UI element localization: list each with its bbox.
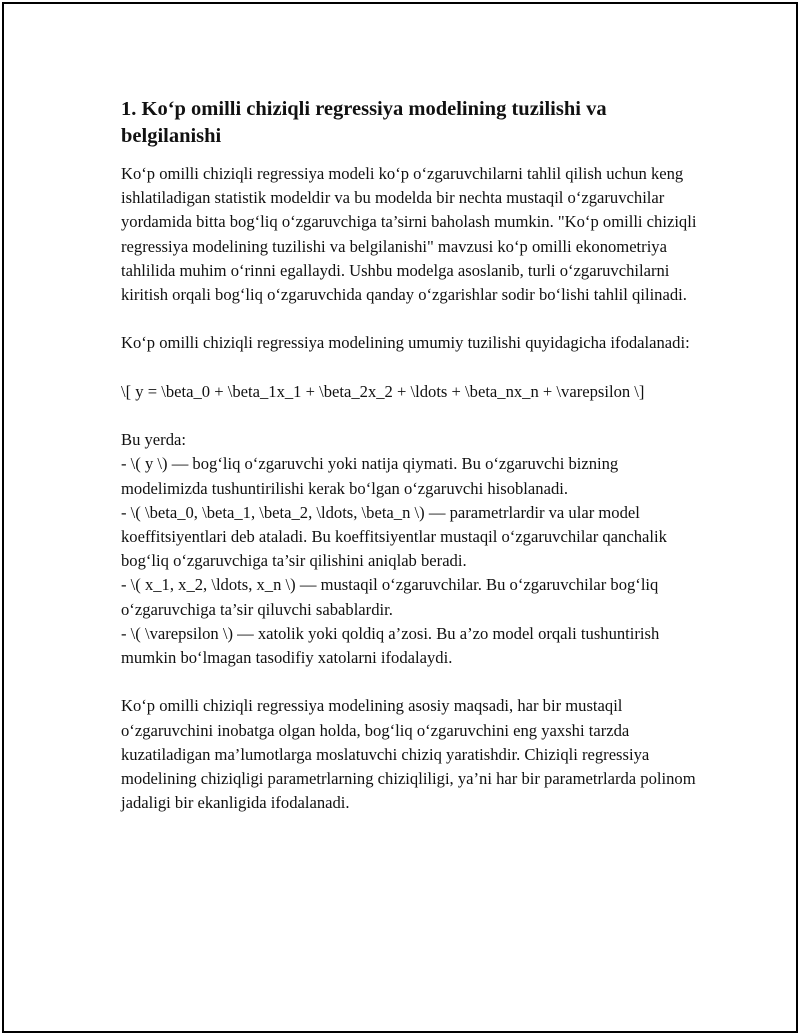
definitions-intro: Bu yerda: (121, 430, 186, 450)
structure-paragraph: Ko‘p omilli chiziqli regressiya modelining umumiy tuzilishi quyidagicha ifodalanadi: (121, 333, 690, 353)
section-heading: 1. Ko‘p omilli chiziqli regressiya modelining tuzilishi va belgilanishi (121, 98, 607, 147)
page (2, 2, 798, 1033)
conclusion-paragraph: Ko‘p omilli chiziqli regressiya modelining asosiy maqsadi, har bir mustaqil o‘zgaruvchini inobatga olgan holda, bog‘liq o‘zgaruvchini eng yaxshi tarzda kuzatiladigan ma’lumotlarga moslatuvchi chiziq yaratishdir. Chiziqli regressiya modelining chiziqligi parametrlarning chiziqliligi, ya’ni har bir parametrlarda polinom jadaligi bir ekanligida ifodalanadi. (121, 696, 696, 813)
paragraph-gap (121, 404, 701, 428)
definitions-block (121, 428, 701, 670)
paragraph-gap (121, 307, 701, 331)
paragraph-gap (121, 670, 701, 694)
definition-item-y: - \( y \) — bog‘liq o‘zgaruvchi yoki natija qiymati. Bu o‘zgaruvchi bizning modelimizda tushuntirilishi kerak bo‘lgan o‘zgaruvchi hisoblanadi. (121, 454, 619, 498)
definition-item-x: - \( x_1, x_2, \ldots, x_n \) — mustaqil o‘zgaruvchilar. Bu o‘zgaruvchilar bog‘liq o‘zgaruvchiga ta’sir qiluvchi sabablardir. (121, 575, 659, 619)
document-body (121, 96, 701, 815)
paragraph-gap (121, 356, 701, 380)
intro-paragraph: Ko‘p omilli chiziqli regressiya modeli ko‘p o‘zgaruvchilarni tahlil qilish uchun keng ishlatiladigan statistik modeldir va bu modelda bir nechta mustaqil o‘zgaruvchilar yordamida bitta bog‘liq o‘zgaruvchiga ta’sirni baholash mumkin. "Ko‘p omilli chiziqli regressiya modelining tuzilishi va belgilanishi" mavzusi ko‘p omilli ekonometriya tahlilida muhim o‘rinni egallaydi. Ushbu modelga asoslanib, turli o‘zgaruvchilarni kiritish orqali bog‘liq o‘zgaruvchida qanday o‘zgarishlar sodir bo‘lishi tahlil qilinadi. (121, 164, 697, 305)
regression-formula: \[ y = \beta_0 + \beta_1x_1 + \beta_2x_2 + \ldots + \beta_nx_n + \varepsilon \] (121, 381, 645, 401)
definition-item-beta: - \( \beta_0, \beta_1, \beta_2, \ldots, \beta_n \) — parametrlardir va ular model koeffitsiyentlari deb ataladi. Bu koeffitsiyentlar mustaqil o‘zgaruvchilar qanchalik bog‘liq o‘zgaruvchiga ta’sir qilishini aniqlab beradi. (121, 502, 667, 571)
definition-item-epsilon: - \( \varepsilon \) — xatolik yoki qoldiq a’zosi. Bu a’zo model orqali tushuntirish mumkin bo‘lmagan tasodifiy xatolarni ifodalaydi. (121, 623, 660, 668)
